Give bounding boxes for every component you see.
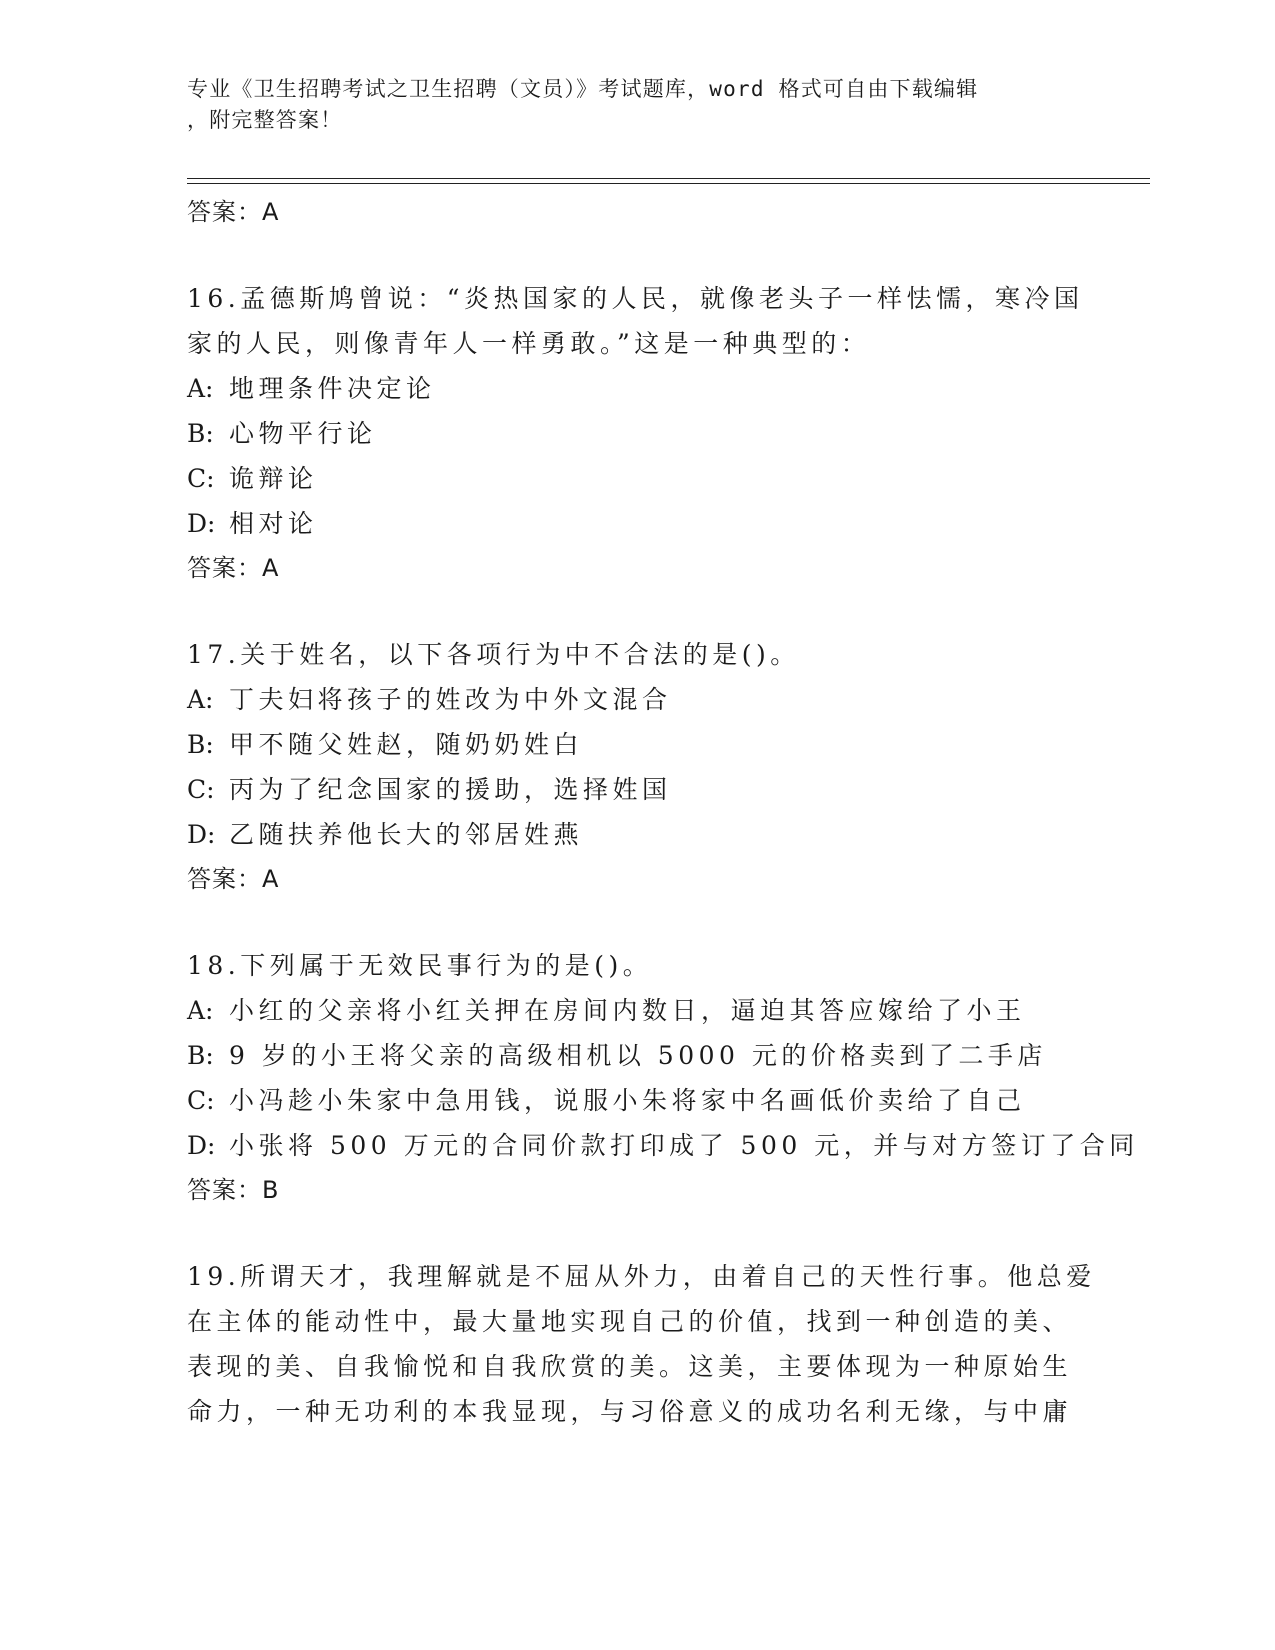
option-line: [187, 366, 1087, 411]
question-block: [187, 1254, 1096, 1434]
option-text: 9 岁的小王将父亲的高级相机以 5000 元的价格卖到了二手店: [229, 1041, 1047, 1070]
document-body: [187, 190, 1139, 1434]
option-line: [187, 456, 1087, 501]
option-letter: C:: [187, 1086, 215, 1115]
option-text: 丁夫妇将孩子的姓改为中外文混合: [229, 685, 672, 714]
option-line: [187, 988, 1087, 1033]
answer-line: 答案：A: [187, 554, 280, 582]
answer-line: 答案：A: [187, 865, 280, 893]
question-text-line: 命力，一种无功利的本我显现，与习俗意义的成功名利无缘，与中庸: [187, 1397, 1073, 1426]
question-text-line: 18.下列属于无效民事行为的是()。: [187, 951, 653, 980]
question-list: [187, 276, 1139, 1434]
option-text: 小红的父亲将小红关押在房间内数日，逼迫其答应嫁给了小王: [229, 996, 1026, 1025]
option-text: 小张将 500 万元的合同价款打印成了 500 元，并与对方签订了合同: [229, 1131, 1139, 1160]
option-text: 丙为了纪念国家的援助，选择姓国: [229, 775, 672, 804]
header-rule-bottom: [187, 183, 1150, 184]
header-line-2: ，附完整答案！: [187, 108, 343, 132]
option-letter: C:: [187, 464, 215, 493]
answer-line: 答案：B: [187, 1176, 280, 1204]
question-block: [187, 632, 1087, 901]
question-text-line: 17.关于姓名，以下各项行为中不合法的是()。: [187, 640, 800, 669]
question-text-line: 家的人民，则像青年人一样勇敢。”这是一种典型的：: [187, 329, 871, 358]
option-letter: B:: [187, 419, 214, 448]
question-block: [187, 943, 1139, 1212]
option-text: 地理条件决定论: [229, 374, 436, 403]
option-text: 甲不随父姓赵，随奶奶姓白: [229, 730, 584, 759]
header-line-1: 专业《卫生招聘考试之卫生招聘（文员）》考试题库，word 格式可自由下载编辑: [187, 77, 979, 101]
option-text: 小冯趁小朱家中急用钱，说服小朱将家中名画低价卖给了自己: [229, 1086, 1026, 1115]
option-letter: B:: [187, 730, 214, 759]
question-text-line: 在主体的能动性中，最大量地实现自己的价值，找到一种创造的美、: [187, 1307, 1073, 1336]
option-letter: A:: [187, 685, 214, 714]
option-text: 相对论: [229, 509, 318, 538]
option-line: [187, 1033, 1087, 1078]
option-letter: D:: [187, 820, 216, 849]
option-line: [187, 722, 1087, 767]
answer-line: 答案：A: [187, 198, 280, 226]
option-line: [187, 1078, 1087, 1123]
option-line: [187, 677, 1087, 722]
question-block: [187, 276, 1087, 590]
document-header: [187, 74, 1087, 136]
question-text-line: 19.所谓天才，我理解就是不屈从外力，由着自己的天性行事。他总爱: [187, 1262, 1096, 1291]
option-line: [187, 767, 1087, 812]
option-letter: D:: [187, 1131, 216, 1160]
option-text: 心物平行论: [229, 419, 377, 448]
option-letter: C:: [187, 775, 215, 804]
option-letter: D:: [187, 509, 216, 538]
option-line: [187, 501, 1087, 546]
question-text-line: 表现的美、自我愉悦和自我欣赏的美。这美，主要体现为一种原始生: [187, 1352, 1073, 1381]
question-text-line: 16.孟德斯鸠曾说：“炎热国家的人民，就像老头子一样怯懦，寒冷国: [187, 284, 1084, 313]
option-letter: A:: [187, 996, 214, 1025]
option-line: [187, 1123, 1139, 1168]
option-letter: A:: [187, 374, 214, 403]
option-letter: B:: [187, 1041, 214, 1070]
option-text: 诡辩论: [229, 464, 318, 493]
option-text: 乙随扶养他长大的邻居姓燕: [229, 820, 584, 849]
header-rule-top: [187, 178, 1150, 179]
option-line: [187, 812, 1087, 857]
option-line: [187, 411, 1087, 456]
